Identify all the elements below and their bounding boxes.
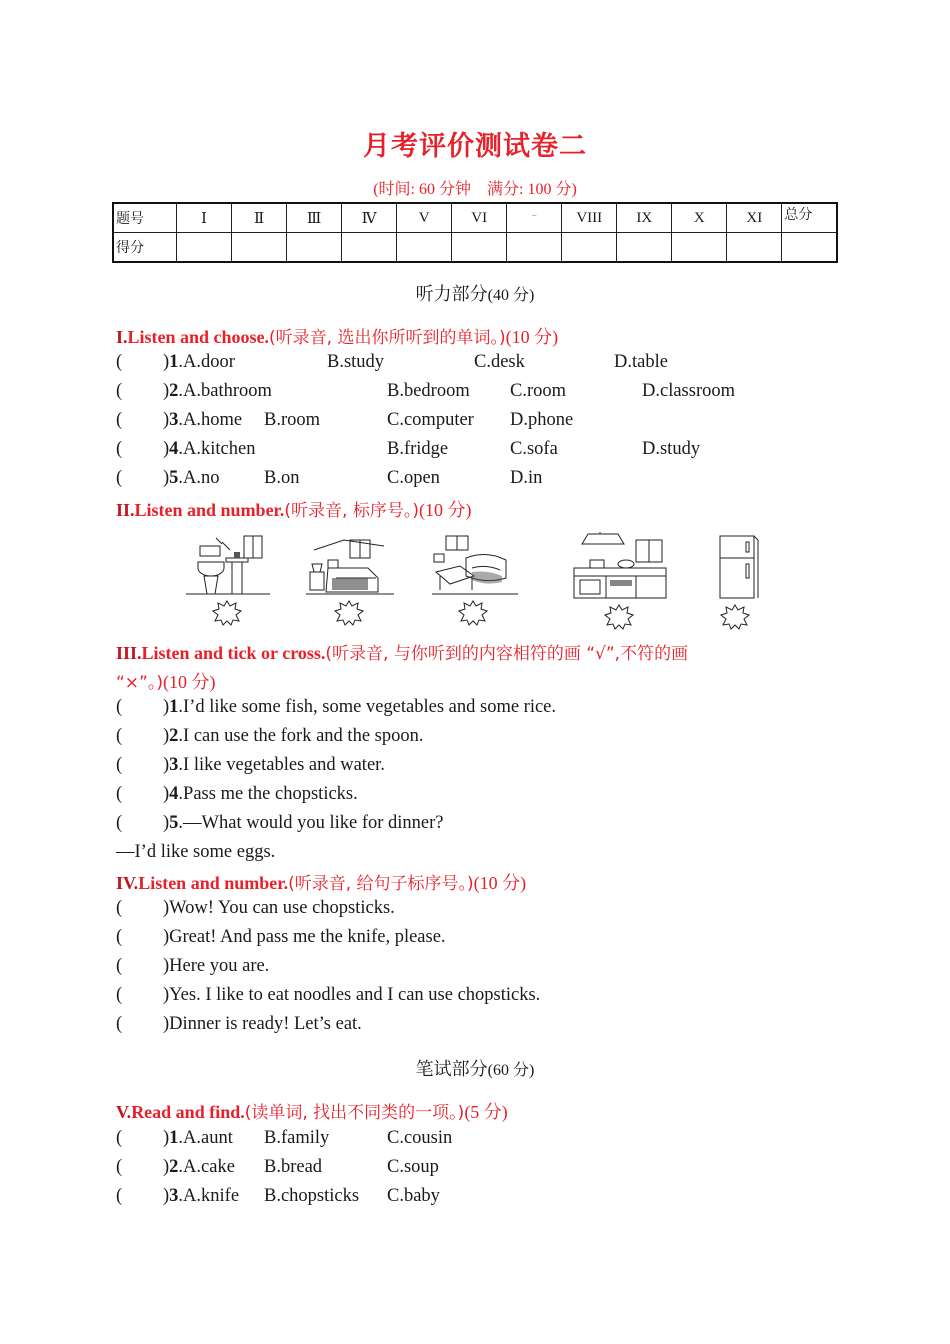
- section-5-heading: [116, 1098, 508, 1124]
- sentence-text: )Here you are.: [163, 956, 270, 976]
- option-b: B.study: [327, 352, 385, 372]
- score-cell[interactable]: [287, 233, 342, 263]
- option-a: )3.A.home: [163, 410, 243, 430]
- option-d: D.table: [614, 352, 668, 372]
- answer-blank[interactable]: (: [116, 898, 123, 918]
- option-d: D.study: [642, 439, 701, 459]
- section-points: (5 分): [464, 1102, 508, 1122]
- column-11: XI: [727, 203, 782, 233]
- section-instruction-cn: (听录音, 选出你所听到的单词。): [269, 328, 506, 348]
- page-subtitle: (时间: 60 分钟 满分: 100 分): [373, 181, 577, 198]
- listening-part-heading: [0, 280, 950, 306]
- section-1-heading: [116, 323, 558, 349]
- statement-text: )2.I can use the fork and the spoon.: [163, 726, 424, 746]
- living-room-picture: [432, 532, 518, 602]
- section-instruction-cn: (听录音, 与你听到的内容相符的画 “√”,不符的画: [325, 644, 689, 664]
- statement-text: )3.I like vegetables and water.: [163, 755, 385, 775]
- option-c: C.open: [387, 468, 440, 488]
- section-instruction-en: Read and find.: [131, 1102, 245, 1122]
- option-b: B.room: [264, 410, 321, 430]
- row-label-score: 得分: [113, 233, 177, 263]
- sentence-text: )Wow! You can use chopsticks.: [163, 898, 395, 918]
- option-a: )2.A.bathroom: [163, 381, 272, 401]
- section-number: III.: [116, 643, 142, 663]
- column-9: IX: [617, 203, 672, 233]
- option-a: )5.A.no: [163, 468, 220, 488]
- option-d: D.classroom: [642, 381, 735, 401]
- answer-blank[interactable]: (: [116, 1128, 123, 1148]
- answer-blank[interactable]: (: [116, 439, 123, 459]
- score-cell[interactable]: [727, 233, 782, 263]
- option-d: D.phone: [510, 410, 574, 430]
- sentence-text: )Great! And pass me the knife, please.: [163, 927, 446, 947]
- column-6: VI: [452, 203, 507, 233]
- answer-blank[interactable]: (: [116, 381, 123, 401]
- option-a: )1.A.aunt: [163, 1128, 233, 1148]
- option-a: )2.A.cake: [163, 1157, 235, 1177]
- section-instruction-cn: (听录音, 标序号。): [284, 501, 419, 521]
- score-cell[interactable]: [452, 233, 507, 263]
- statement-text: )5.—What would you like for dinner?: [163, 813, 444, 833]
- section-points: (10 分): [418, 500, 472, 520]
- column-2: Ⅱ: [232, 203, 287, 233]
- score-cell[interactable]: [177, 233, 232, 263]
- score-table-header-row: [113, 203, 837, 233]
- section-number: II.: [116, 500, 135, 520]
- section-2-heading: [116, 496, 471, 522]
- score-cell[interactable]: [507, 233, 562, 263]
- fridge-picture: [714, 532, 762, 604]
- option-b: B.bread: [264, 1157, 323, 1177]
- answer-blank[interactable]: (: [116, 410, 123, 430]
- row-label-question-number: 题号: [113, 203, 177, 233]
- answer-blank[interactable]: (: [116, 956, 123, 976]
- section-instruction-en: Listen and choose.: [127, 327, 270, 347]
- column-10: X: [672, 203, 727, 233]
- answer-blank[interactable]: (: [116, 985, 123, 1005]
- option-b: B.fridge: [387, 439, 449, 459]
- statement-text: )1.I’d like some fish, some vegetables and some rice.: [163, 697, 557, 717]
- section-number: V.: [116, 1102, 132, 1122]
- option-c: C.sofa: [510, 439, 558, 459]
- writing-part-heading: [0, 1055, 950, 1081]
- column-7: ˇˇ: [507, 203, 562, 233]
- section-points: (10 分): [163, 672, 216, 692]
- sentence-text: )Yes. I like to eat noodles and I can use chopsticks.: [163, 985, 541, 1005]
- writing-part-label: 笔试部分: [415, 1059, 488, 1080]
- score-cell[interactable]: [672, 233, 727, 263]
- option-b: B.chopsticks: [264, 1186, 360, 1206]
- number-badge-icon[interactable]: [720, 604, 750, 630]
- section-3-heading: [116, 639, 688, 664]
- option-c: C.cousin: [387, 1128, 453, 1148]
- writing-part-points: (60 分): [487, 1062, 535, 1079]
- section-instruction-cn: (读单词, 找出不同类的一项。): [244, 1103, 465, 1123]
- option-b: B.on: [264, 468, 300, 488]
- option-c: C.room: [510, 381, 567, 401]
- option-b: B.bedroom: [387, 381, 470, 401]
- section-points: (10 分): [473, 873, 527, 893]
- option-d: D.in: [510, 468, 543, 488]
- page-title: 月考评价测试卷二: [363, 131, 587, 162]
- number-badge-icon[interactable]: [458, 600, 488, 626]
- option-a: )3.A.knife: [163, 1186, 240, 1206]
- option-c: C.soup: [387, 1157, 439, 1177]
- answer-blank[interactable]: (: [116, 1014, 123, 1034]
- section-instruction-cn: (听录音, 给句子标序号。): [288, 874, 474, 894]
- number-badge-icon[interactable]: [334, 600, 364, 626]
- picture-row: [186, 532, 766, 632]
- section-3-heading-cont: [116, 668, 216, 694]
- statement-text: —I’d like some eggs.: [116, 842, 276, 862]
- listening-part-points: (40 分): [487, 287, 535, 304]
- option-a: )4.A.kitchen: [163, 439, 256, 459]
- column-8: VIII: [562, 203, 617, 233]
- option-c: C.desk: [474, 352, 525, 372]
- bathroom-picture: [186, 532, 270, 602]
- section-4-heading: [116, 869, 526, 895]
- section-number: I.: [116, 327, 128, 347]
- column-1: Ⅰ: [177, 203, 232, 233]
- answer-blank[interactable]: (: [116, 468, 123, 488]
- bedroom-picture: [306, 532, 394, 602]
- option-b: B.family: [264, 1128, 330, 1148]
- score-table-score-row: [113, 233, 837, 263]
- answer-blank[interactable]: (: [116, 813, 123, 833]
- answer-blank[interactable]: (: [116, 726, 123, 746]
- column-3: Ⅲ: [287, 203, 342, 233]
- section-number: IV.: [116, 873, 139, 893]
- section-points: (10 分): [505, 327, 559, 347]
- section-instruction-en: Listen and number.: [134, 500, 285, 520]
- option-a: )1.A.door: [163, 352, 235, 372]
- column-total: 总分: [782, 203, 837, 233]
- answer-blank[interactable]: (: [116, 1186, 123, 1206]
- score-cell[interactable]: [617, 233, 672, 263]
- listening-part-label: 听力部分: [415, 284, 488, 305]
- answer-blank[interactable]: (: [116, 1157, 123, 1177]
- column-5: V: [397, 203, 452, 233]
- section-instruction-en: Listen and number.: [138, 873, 289, 893]
- score-cell[interactable]: [562, 233, 617, 263]
- answer-blank[interactable]: (: [116, 784, 123, 804]
- answer-blank[interactable]: (: [116, 697, 123, 717]
- answer-blank[interactable]: (: [116, 352, 123, 372]
- option-c: C.baby: [387, 1186, 440, 1206]
- score-cell[interactable]: [342, 233, 397, 263]
- score-table: [112, 202, 838, 263]
- section-instruction-cn: “×”。): [116, 673, 163, 693]
- number-badge-icon[interactable]: [604, 604, 634, 630]
- column-4: Ⅳ: [342, 203, 397, 233]
- score-cell-total[interactable]: [782, 233, 837, 263]
- score-cell[interactable]: [397, 233, 452, 263]
- kitchen-picture: [570, 532, 670, 604]
- option-c: C.computer: [387, 410, 474, 430]
- section-instruction-en: Listen and tick or cross.: [141, 643, 326, 663]
- number-badge-icon[interactable]: [212, 600, 242, 626]
- statement-text: )4.Pass me the chopsticks.: [163, 784, 358, 804]
- answer-blank[interactable]: (: [116, 755, 123, 775]
- answer-blank[interactable]: (: [116, 927, 123, 947]
- score-cell[interactable]: [232, 233, 287, 263]
- sentence-text: )Dinner is ready! Let’s eat.: [163, 1014, 362, 1034]
